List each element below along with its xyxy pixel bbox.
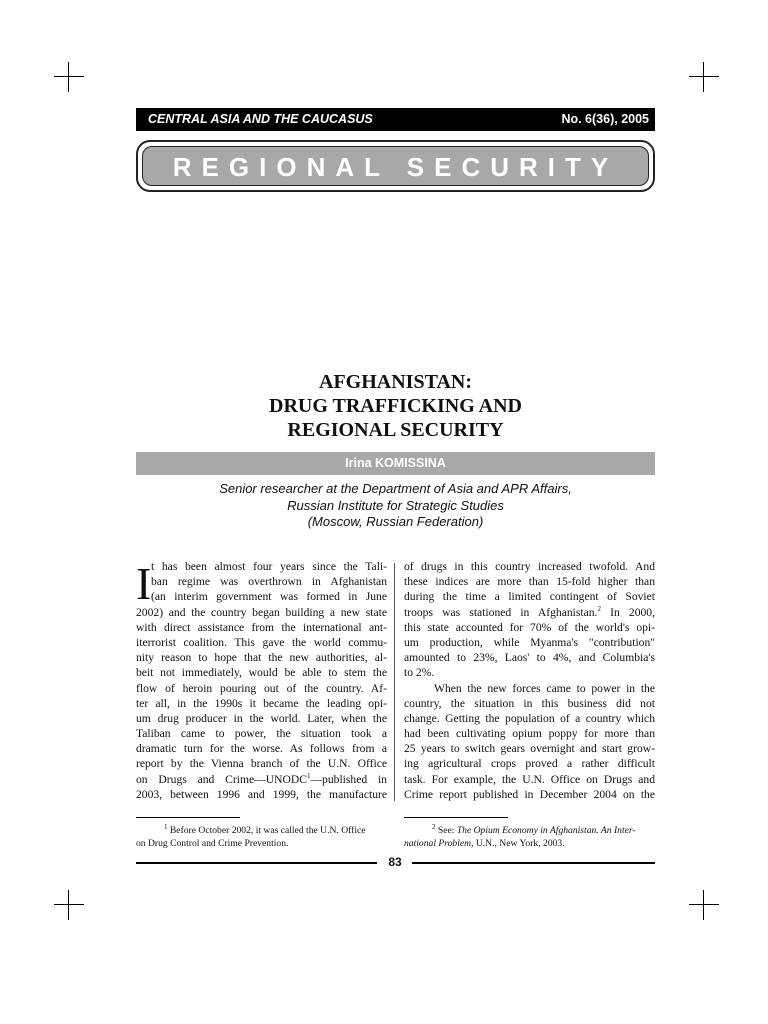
body-line: this state accounted for 70% of the world's opi- (404, 620, 655, 634)
body-column-right (404, 559, 655, 802)
footnote-1 (136, 824, 387, 850)
footnote-mark: 2 (432, 822, 436, 831)
body-line: t has been almost four years since the Tali- (151, 560, 387, 573)
body-line-text: In 2000, (600, 605, 655, 619)
section-title: REGIONAL SECURITY (172, 152, 619, 182)
body-line: amounted to 23%, Laos' to 4%, and Columbia's (404, 651, 655, 665)
body-line: Taliban came to power, the situation took a (136, 727, 387, 741)
affiliation-line: Senior researcher at the Department of Asia and APR Affairs, (219, 481, 572, 496)
body-line: report by the Vienna branch of the U.N. Office (136, 757, 387, 771)
body-line: ban regime was overthrown in Afghanistan (151, 575, 387, 589)
page-number: 83 (388, 855, 402, 869)
issue-number: No. 6(36), 2005 (561, 112, 649, 126)
section-banner-fill (142, 146, 649, 186)
footer-rule-right (412, 862, 655, 864)
footnote-line (432, 824, 655, 837)
body-line: to 2%. (404, 666, 435, 680)
body-line: nity reason to hope that the new authorities, al- (136, 651, 387, 665)
body-line (404, 605, 655, 620)
footnote-line (404, 837, 655, 850)
body-line: these indices are more than 15-fold higher than (404, 575, 655, 589)
running-header (136, 108, 655, 131)
body-column-left (136, 559, 387, 802)
column-divider (394, 563, 395, 801)
body-line: of drugs in this country increased twofold. And (404, 560, 655, 573)
body-line: ter all, in the 1990s it became the leading opi- (136, 696, 387, 710)
footnote-citation-title: national Problem (404, 838, 472, 849)
body-line: When the new forces came to power in the (434, 681, 655, 695)
body-line: iterrorist coalition. This gave the world commu- (136, 635, 387, 649)
affiliation-line: Russian Institute for Strategic Studies (287, 497, 504, 513)
footnote-text: , U.N., New York, 2003. (471, 838, 565, 849)
body-line: dramatic turn for the worse. As follows from a (136, 742, 387, 756)
body-line: during the time a limited contingent of Soviet (404, 590, 655, 604)
section-banner (136, 140, 655, 192)
body-line-text: on Drugs and Crime—UNODC (136, 772, 307, 786)
title-line: AFGHANISTAN: (319, 371, 472, 393)
footnote-rule-right (404, 817, 508, 818)
title-line: REGIONAL SECURITY (287, 419, 504, 441)
footnote-2 (404, 824, 655, 850)
footnote-mark: 1 (164, 822, 168, 831)
body-line-text: —published in (310, 772, 387, 786)
body-line: 2002) and the country began building a new state (136, 605, 387, 619)
body-line: (an interim government was formed in June (151, 590, 387, 604)
journal-name: CENTRAL ASIA AND THE CAUCASUS (148, 112, 373, 126)
body-line-text: troops was stationed in Afghanistan. (404, 605, 598, 619)
body-line: with direct assistance from the international ant- (136, 620, 387, 634)
footer-rule-left (136, 862, 377, 864)
footnote-rule-left (136, 817, 240, 818)
body-line: 25 years to switch gears overnight and start grow- (404, 742, 655, 756)
body-line: ing agricultural crops proved a rather difficult (404, 757, 655, 771)
author-affiliation (136, 481, 655, 531)
crop-mark-bottom-left (54, 890, 84, 920)
body-line: um production, while Myanma's "contribution" (404, 635, 655, 649)
crop-mark-top-right (689, 62, 719, 92)
body-line: beit not immediately, would be able to stem the (136, 666, 387, 680)
footnote-text: Before October 2002, it was called the U.N. Office (169, 825, 366, 836)
footnote-text: See: (437, 825, 457, 836)
body-line: country, the situation in this business did not (404, 696, 655, 710)
body-line: task. For example, the U.N. Office on Drugs and (404, 772, 655, 786)
footnote-ref[interactable]: 2 (597, 604, 601, 613)
body-line: had been cultivating opium poppy for more than (404, 727, 655, 741)
author-name: Irina KOMISSINA (136, 452, 655, 475)
footnote-citation-title: The Opium Economy in Afghanistan. An Inter- (456, 825, 636, 836)
article-title (136, 370, 655, 442)
affiliation-line: (Moscow, Russian Federation) (307, 514, 484, 529)
body-line (136, 772, 387, 787)
footnote-line: on Drug Control and Crime Prevention. (136, 838, 289, 849)
body-line: 2003, between 1996 and 1999, the manufacture (136, 787, 387, 801)
crop-mark-top-left (54, 62, 84, 92)
drop-cap: I (136, 558, 152, 609)
body-line: change. Getting the population of a country which (404, 711, 655, 725)
body-line: Crime report published in December 2004 on the (404, 787, 655, 801)
body-line: flow of heroin pouring out of the country. Af- (136, 681, 387, 695)
crop-mark-bottom-right (689, 890, 719, 920)
title-line: DRUG TRAFFICKING AND (269, 395, 522, 417)
footnote-line (164, 824, 387, 837)
body-line: um drug producer in the world. Later, when the (136, 711, 387, 725)
footnote-ref[interactable]: 1 (306, 771, 311, 780)
